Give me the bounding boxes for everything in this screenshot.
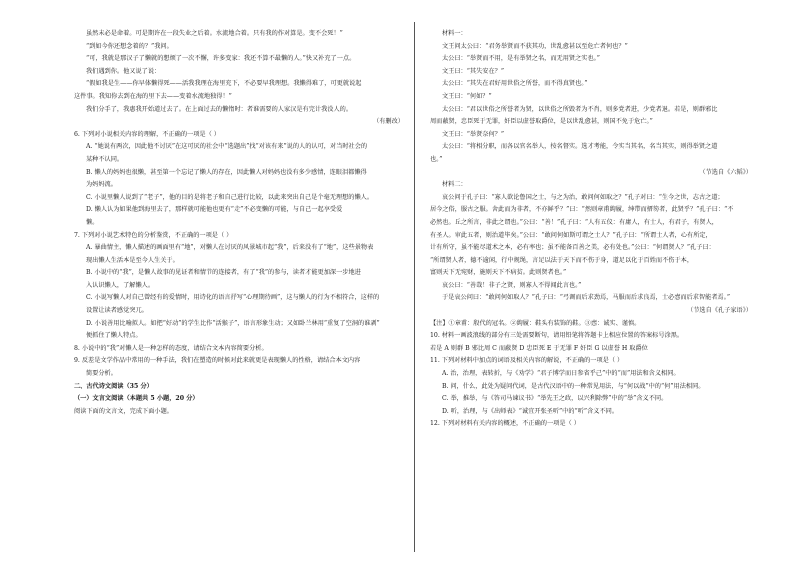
right-line: （节选自《六韬》） [699,168,752,176]
left-line: 简要分析。 [86,370,117,378]
right-line: 必然也。丘之所言，非此之谓也。”公曰：“善！”孔子曰：“人有五仪：有庸人，有士人，有君子，有贤人， [430,218,718,226]
left-line: 便抓住了懒人特点。 [86,332,142,340]
left-line: B. 懒人的妈妈也很懒，甚至第一个忘记了懒人的存在，因此懒人对妈妈也没有多少感情，连眼泪都懒得 [86,168,367,176]
left-line: C. 小说里懒人说到了“老子”，他的目的是将老子和自己进行比较，以此来突出自己是个毫无理想的懒人。 [86,193,374,201]
right-line: 计有所守，虽不能尽道术之本，必有率也；虽不能备百善之美，必有处也。”公曰：“何谓贤人？”孔子曰： [430,244,715,252]
right-line: B. 问，什么，此处为疑问代词，是古代汉语中的一种常见用法，与“何以战”中的“何”用法相同。 [442,382,705,390]
left-line: 设置让读者感觉突兀。 [86,307,148,315]
left-line: D. 小说善用比喻拟人。如把“好动”的学生比作“活猴子”，语言形象生动；又如卧兰林用“重复了空洞的谁剥” [86,319,380,327]
left-line: 阅读下面的文言文，完成下面小题。 [74,407,173,415]
left-line: 为妈妈流。 [86,181,117,189]
right-line: D. 听，治理，与《出师表》“诚宜开张圣听”中的“听”含义不同。 [442,407,619,415]
right-line: 【注】①章甫：殷代的冠名。②絇履：鞋头有装饰的鞋。③悫：诚实、谨慎。 [430,319,641,327]
right-line: 太公曰：“君以世俗之所誉者为贤，以世俗之所毁者为不肖，则多党者进，少党者退。若是，则群邪比 [442,105,718,113]
left-line: 我们分手了，我惠我开始道过去了。在上面过去的懒惰时：者谁需要的人家汉是有完计我没人的。 [86,105,353,113]
right-line: 12. 下列对材料有关内容的概述，不正确的一项是（ ） [430,420,580,428]
left-line: “假如我是生——你早体懒得死——活我我理在海里充下，不必要早我理想。我懒得难了，可更就说起 [86,80,362,88]
left-line: A. 暴曲情主，懒人描述的画面里有“地”，对懒人在讨厌的风景城市起“我”，后来没有了“地”，这些景物表 [86,244,374,252]
left-line: B. 小说中的“我”，是懒人故事的见证者和情节的连接者，有了“我”的参与，读者才能更加深一步地进 [86,269,361,277]
left-line: 我们遇到你。他又说了说： [86,67,161,75]
right-line: C. 举，推举，与《答司马谏议书》“举先王之政，以兴利除弊”中的“举”含义不同。 [442,395,668,403]
left-line: 虽然未必是命着。可是期许在一段失业之后着。水流地合着。只有我的作对算是。变不会死！” [86,30,343,37]
right-line: 哀公问于孔子曰：“寡人欲论鲁国之士，与之为治，敢问何如取之？”孔子对曰：“生今之世，志古之道； [442,193,724,201]
left-column [74,28,404,418]
left-line: 某种不认同。 [86,155,124,163]
left-line: （一）文言文阅读（本题共 5 小题，20 分） [74,395,199,403]
left-line: 9. 反差是文学作品中常用的一种手法，我们在塑造的时候对此来就更是表现懒人的性格，请结合本文内容 [74,357,361,365]
column-divider [414,22,415,552]
left-line: 6. 下列对小说相关内容的理解，不正确的一项是（ ） [74,130,220,138]
right-line: 材料一： [442,30,467,37]
right-line: 哀公曰：“善哉！非子之贤，则寡人不得闻此言也。” [442,281,582,289]
right-line: 居今之俗，服古之服。舍此而为非者，不亦鲜乎？”曰：“然则章甫絇履，绅带而搢笏者，此贤乎？”孔子曰：“不 [430,206,734,214]
right-line: 若是 A 则群 B 邪比周 C 而蔽贤 D 忠臣死 E 于无罪 F 奸臣 G 以虚誉 H 取爵位 [430,344,648,352]
right-column [430,28,752,431]
right-line: （节选自《孔子家语》） [687,307,752,315]
right-line: 太公曰：“举贤而不用，是有举贤之名，而无用贤之实也。” [442,55,600,63]
left-line: “到如今你还想念着的？”我问。 [86,42,173,50]
right-line: 10. 材料一画波浪线的部分有三处需要断句，请用铅笔将答题卡上相应位置的答案标号涂黑。 [430,332,684,340]
right-line: 有圣人。审此五者，则治道毕矣。”公曰：“敢问何如斯可谓之士人？”孔子曰：“所谓士人者，心有所定， [430,231,712,239]
right-line: A. 治，治理，表转折，与《劝学》“君子博学而日参省乎己”中的“而”用法和含义相同。 [442,370,680,378]
right-line: 文王曰：“其失安在？” [442,67,505,75]
left-line: 8. 小说中的“我”对懒人是一种怎样的态度，请结合文本内容简要分析。 [74,344,268,352]
right-line: 也。” [430,155,443,163]
right-line: 周而蔽贤，忠臣死于无罪，奸臣以虚誉取爵位，是以世乱愈甚，则国不免于危亡。” [430,118,653,126]
left-line: 入认识懒人，了解懒人。 [86,281,155,289]
left-line: 二、古代诗文阅读（35 分） [74,382,153,390]
right-line: 材料二： [442,181,467,189]
left-line: D. 懒人认为如果他到海里去了，那样就可能他也更有“走”不必变懒的可能，与自己一起享受爱 [86,206,343,214]
left-line: C. 小说写懒人对自己曾经有的爱情时，用诗化的语言抒写“心理期待画”，这与懒人的行为不相符合，这样的 [86,294,380,302]
left-line: 7. 下列对小说艺术特色的分析鉴赏，不正确的一项是（ ） [74,231,233,239]
right-line: 富则天下无宛财，施则天下不病贫。此则贤者也。” [430,269,567,277]
left-line: “可，我就是那汉子了懒就的想烦了一次不懈，许多变家：我还不算不最懒的人。”快又补充了一点。 [86,55,356,63]
right-line: 于是哀公问曰：“敢问何如取人？”孔子曰：“弓调而后求劲焉，马服而后求良焉，士必悫而后求智能者焉。” [442,294,730,302]
right-line: 太公曰：“其失在君好用世俗之所誉，而不得真贤也。” [442,80,588,88]
right-line: “所谓贤人者，德不逾闲，行中规绳，言足以法于天下而不伤于身，道足以化于百姓而不伤于本， [430,256,694,264]
left-line: （有删改） [373,118,404,126]
left-line: 现出懒人生活本是至今人生关于。 [86,256,179,264]
right-line: 文王曰：“何如？” [442,92,492,100]
right-line: 文王问太公曰：“君务举贤而不获其功，世乱愈甚以至危亡者何也？” [442,42,628,50]
right-line: 11. 下列对材料中加点的词语及相关内容的解说，不正确的一项是（ ） [430,357,624,365]
right-line: 太公曰：“将相分职，而各以官名举人，按名督实。选才考能，令实当其名，名当其实，则得举贤之道 [442,143,718,151]
left-line: 懒。 [86,218,99,226]
left-line: 这件事。我知你去到在海的里下去——变着水流地独得！” [74,92,232,100]
left-line: A. “她说有两次，因此他不讨厌”在这可厌的社会中“选题出”找“对该有来”说的人的认可，对当时社会的 [86,143,368,151]
right-line: 文王曰：“举贤奈何？” [442,130,505,138]
